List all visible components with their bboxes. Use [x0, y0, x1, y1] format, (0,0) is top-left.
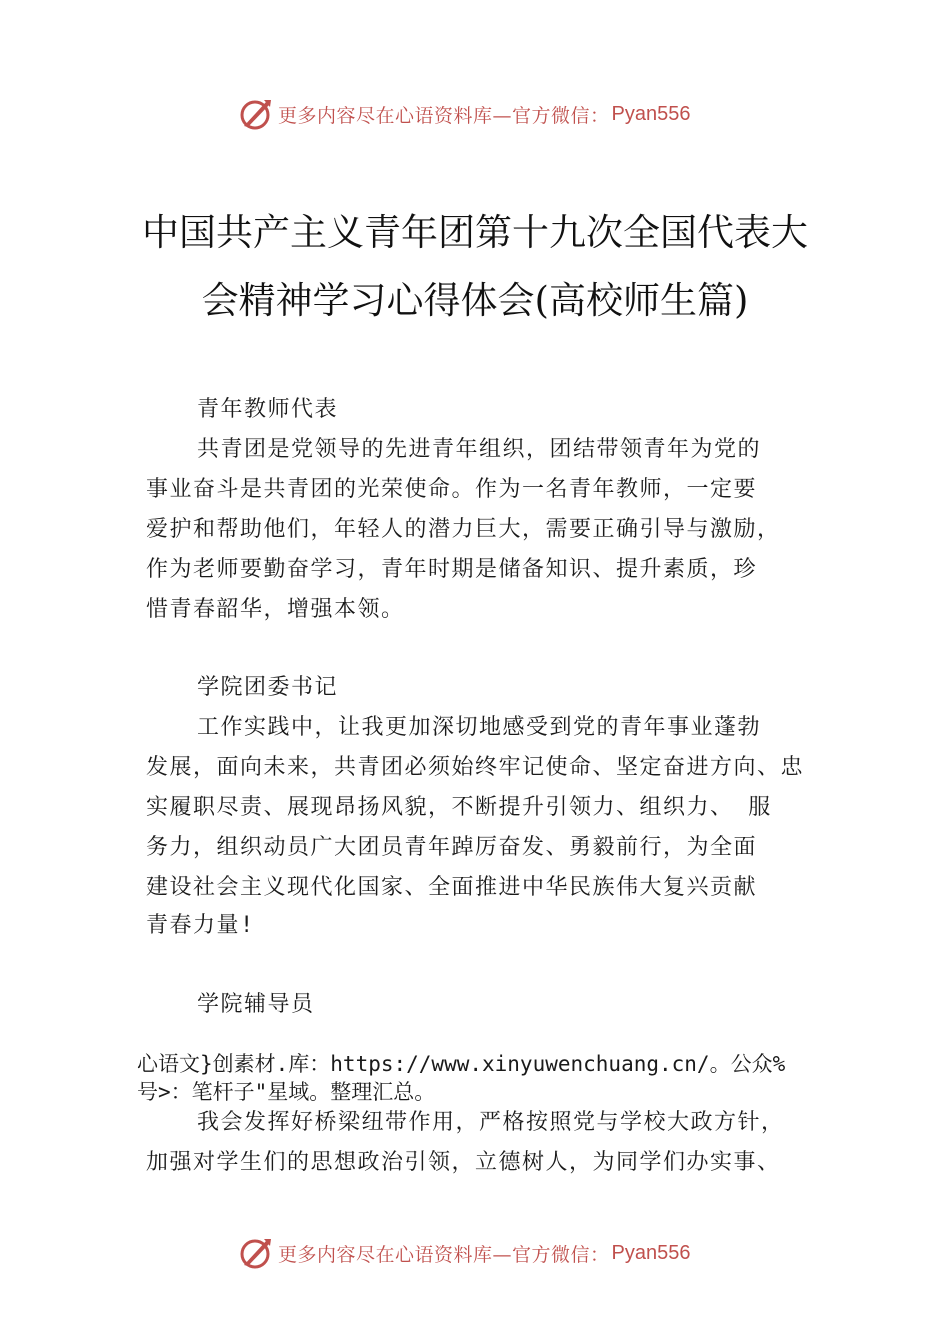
footer-banner-wechat: Pyan556 — [611, 1241, 691, 1264]
paragraph-line: 工作实践中，让我更加深切地感受到党的青年事业蓬勃 — [197, 715, 762, 740]
paragraph-line: 建设社会主义现代化国家、全面推进中华民族伟大复兴贡献 — [146, 875, 758, 900]
section-heading-teacher: 青年教师代表 — [197, 397, 339, 422]
footer-banner — [238, 1233, 690, 1273]
source-note-line: 心语文}创素材.库：https://www.xinyuwenchuang.cn/。公众% — [137, 1052, 786, 1076]
quill-logo-icon — [238, 1235, 274, 1271]
source-note-line: 号>：笔杆子"星域。整理汇总。 — [137, 1080, 436, 1104]
paragraph-line: 惜青春韶华，增强本领。 — [146, 597, 405, 622]
document-title-line-1: 中国共产主义青年团第十九次全国代表大 — [142, 211, 808, 254]
paragraph-line: 事业奋斗是共青团的光荣使命。作为一名青年教师，一定要 — [146, 477, 758, 502]
quill-logo-icon — [238, 96, 274, 132]
header-banner-text: 更多内容尽在心语资料库—官方微信： — [278, 104, 610, 127]
section-heading-counselor: 学院辅导员 — [197, 992, 315, 1017]
paragraph-line: 发展，面向未来，共青团必须始终牢记使命、坚定奋进方向、忠 — [146, 755, 805, 780]
paragraph-line: 作为老师要勤奋学习，青年时期是储备知识、提升素质，珍 — [146, 557, 758, 582]
paragraph-line: 我会发挥好桥梁纽带作用，严格按照党与学校大政方针， — [197, 1110, 785, 1135]
paragraph-line: 实履职尽责、展现昂扬风貌，不断提升引领力、组织力、 服 — [146, 795, 772, 820]
document-title-line-2: 会精神学习心得体会(高校师生篇) — [201, 279, 749, 322]
header-banner — [238, 94, 690, 134]
paragraph-line: 务力，组织动员广大团员青年踔厉奋发、勇毅前行，为全面 — [146, 835, 758, 860]
paragraph-line: 共青团是党领导的先进青年组织，团结带领青年为党的 — [197, 437, 762, 462]
paragraph-line: 爱护和帮助他们，年轻人的潜力巨大，需要正确引导与激励， — [146, 517, 781, 542]
paragraph-line: 青春力量! — [146, 913, 255, 938]
footer-banner-text: 更多内容尽在心语资料库—官方微信： — [278, 1243, 610, 1266]
header-banner-wechat: Pyan556 — [611, 102, 691, 125]
paragraph-line: 加强对学生们的思想政治引领，立德树人，为同学们办实事、 — [146, 1150, 781, 1175]
section-heading-secretary: 学院团委书记 — [197, 675, 339, 700]
